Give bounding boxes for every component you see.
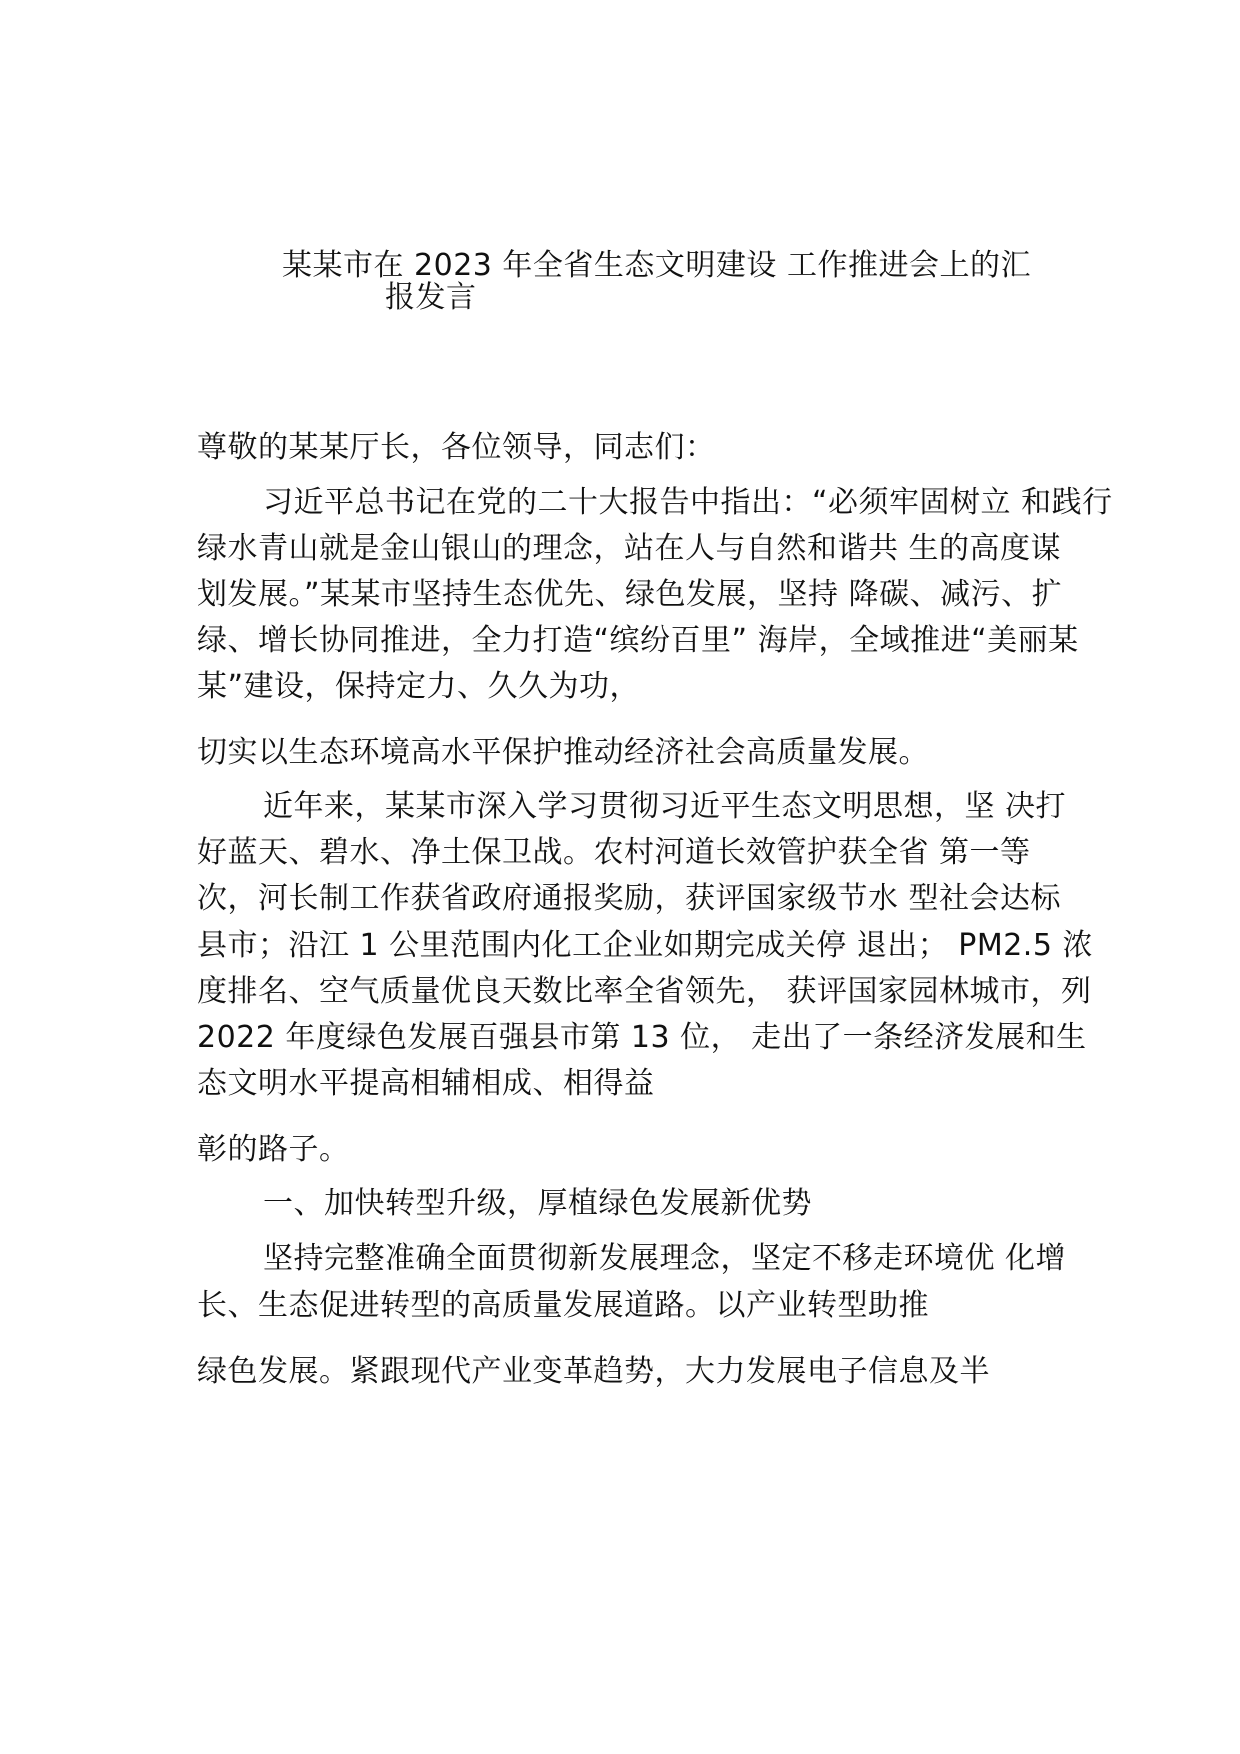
paragraph-1-line-4: 绿、增长协同推进，全力打造“缤纷百里” 海岸，全域推进“美丽某: [197, 623, 1079, 658]
paragraph-2-line-8: 彰的路子。: [197, 1132, 350, 1167]
document-title-line-2: 报发言: [385, 280, 477, 315]
paragraph-2-line-4: 县市；沿江 1 公里范围内化工企业如期完成关停 退出； PM2.5 浓: [197, 928, 1093, 963]
paragraph-1-line-2: 绿水青山就是金山银山的理念，站在人与自然和谐共 生的高度谋: [197, 531, 1062, 566]
document-title-line-1: 某某市在 2023 年全省生态文明建设 工作推进会上的汇: [282, 248, 1031, 283]
paragraph-3-line-3: 绿色发展。紧跟现代产业变革趋势，大力发展电子信息及半: [197, 1354, 990, 1389]
salutation: 尊敬的某某厅长，各位领导，同志们：: [197, 430, 716, 465]
paragraph-3-line-2: 长、生态促进转型的高质量发展道路。以产业转型助推: [197, 1288, 929, 1323]
paragraph-2-line-6: 2022 年度绿色发展百强县市第 13 位， 走出了一条经济发展和生: [197, 1020, 1087, 1055]
paragraph-1-line-1: 习近平总书记在党的二十大报告中指出：“必须牢固树立 和践行: [263, 485, 1113, 520]
section-1-heading: 一、加快转型升级，厚植绿色发展新优势: [263, 1186, 812, 1221]
paragraph-2-line-1: 近年来，某某市深入学习贯彻习近平生态文明思想，坚 决打: [263, 789, 1067, 824]
paragraph-2-line-3: 次，河长制工作获省政府通报奖励，获评国家级节水 型社会达标: [197, 881, 1062, 916]
paragraph-2-line-2: 好蓝天、碧水、净土保卫战。农村河道长效管护获全省 第一等: [197, 835, 1031, 870]
paragraph-2-line-7: 态文明水平提高相辅相成、相得益: [197, 1066, 655, 1101]
paragraph-1-line-3: 划发展。”某某市坚持生态优先、绿色发展，坚持 降碳、减污、扩: [197, 577, 1063, 612]
paragraph-2-line-5: 度排名、空气质量优良天数比率全省领先， 获评国家园林城市，列: [197, 974, 1092, 1009]
paragraph-1-line-5: 某”建设，保持定力、久久为功，: [197, 669, 641, 704]
paragraph-3-line-1: 坚持完整准确全面贯彻新发展理念，坚定不移走环境优 化增: [263, 1241, 1067, 1276]
paragraph-1-line-6: 切实以生态环境高水平保护推动经济社会高质量发展。: [197, 735, 929, 770]
